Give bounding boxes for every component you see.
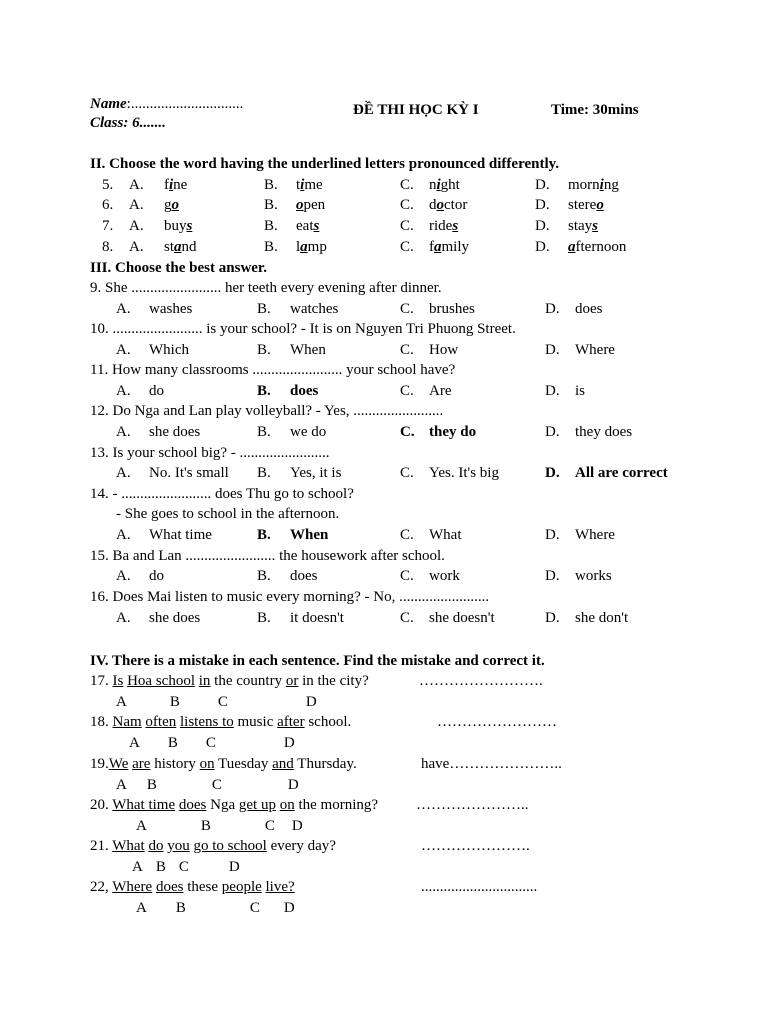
option-letter: C. — [400, 342, 414, 358]
word-part: ng — [603, 177, 619, 193]
word-part: nd — [181, 239, 197, 255]
question-22-letters: A B C D — [136, 900, 295, 916]
word-part: a — [300, 239, 308, 255]
option-letter: D. — [535, 197, 550, 213]
question-19: 19.We are history on Tuesday and Thursday. — [90, 756, 357, 772]
option-letter: A. — [129, 197, 144, 213]
row-number: 7. — [102, 218, 114, 234]
word-part: s — [592, 218, 599, 234]
word-part: o — [296, 197, 304, 213]
row-number: 6. — [102, 197, 114, 213]
option-letter: A. — [116, 383, 131, 399]
row-number: 8. — [102, 239, 114, 255]
option-letter: A. — [116, 568, 131, 584]
word-part: stere — [568, 197, 597, 213]
question-11: 11. How many classrooms ........................ your school have? — [90, 362, 456, 378]
word-part: eat — [296, 218, 314, 234]
option-text: she does — [149, 610, 201, 626]
option-letter: A. — [129, 239, 144, 255]
word-part: a — [568, 239, 576, 255]
word-part: i — [436, 177, 441, 193]
word-part: o — [171, 197, 179, 213]
option-word — [164, 196, 179, 214]
option-text: Where — [575, 527, 615, 543]
option-word — [568, 217, 598, 235]
option-text: works — [575, 568, 612, 584]
option-letter: A. — [129, 218, 144, 234]
word-part: n — [429, 177, 437, 193]
option-text: washes — [149, 301, 193, 317]
option-text: does — [575, 301, 603, 317]
question-12: 12. Do Nga and Lan play volleyball? - Yes, ........................ — [90, 403, 444, 419]
word-part: t — [296, 177, 301, 193]
exam-title: ĐỀ THI HỌC KỲ I — [353, 102, 479, 118]
option-letter: A. — [116, 301, 131, 317]
option-text: does — [290, 383, 319, 399]
option-text: is — [575, 383, 586, 399]
option-letter: B. — [257, 424, 271, 440]
word-part: ne — [173, 177, 188, 193]
word-part: o — [596, 197, 604, 213]
question-22: 22, Where does these people live? — [90, 879, 295, 895]
option-text: watches — [290, 301, 339, 317]
option-word — [429, 217, 458, 235]
option-text: What time — [149, 527, 212, 543]
word-part: i — [169, 177, 174, 193]
question-17: 17. Is Hoa school in the country or in the city? — [90, 673, 369, 689]
question-20-answer: ………………….. — [416, 797, 529, 813]
option-word — [164, 238, 197, 256]
word-part: o — [436, 197, 444, 213]
option-letter: B. — [257, 527, 271, 543]
option-text: she don't — [575, 610, 629, 626]
option-text: does — [290, 568, 318, 584]
option-text: they do — [429, 424, 477, 440]
option-letter: B. — [257, 465, 271, 481]
question-13: 13. Is your school big? - ........................ — [90, 445, 330, 461]
word-part: l — [296, 239, 301, 255]
option-word — [429, 238, 469, 256]
option-letter: B. — [264, 197, 278, 213]
option-letter: C. — [400, 465, 414, 481]
word-part: f — [164, 177, 169, 193]
option-letter: C. — [400, 424, 415, 440]
option-letter: C. — [400, 610, 414, 626]
word-part: i — [300, 177, 305, 193]
option-text: Which — [149, 342, 189, 358]
class-label: Class: 6....... — [90, 115, 166, 131]
option-letter: D. — [545, 342, 560, 358]
word-part: buy — [164, 218, 187, 234]
option-text: she doesn't — [429, 610, 495, 626]
option-letter: D. — [545, 424, 560, 440]
option-letter: D. — [545, 568, 560, 584]
question-22-answer: ............................... — [421, 879, 538, 895]
word-part: me — [304, 177, 323, 193]
option-word — [164, 176, 187, 194]
option-text: What — [429, 527, 462, 543]
option-letter: A. — [116, 465, 131, 481]
option-letter: B. — [264, 239, 278, 255]
option-word — [296, 196, 325, 214]
option-text: brushes — [429, 301, 475, 317]
option-letter: D. — [545, 610, 560, 626]
option-letter: C. — [400, 197, 414, 213]
option-text: it doesn't — [290, 610, 344, 626]
question-21: 21. What do you go to school every day? — [90, 838, 336, 854]
option-letter: D. — [545, 383, 560, 399]
question-9: 9. She ........................ her teeth every evening after dinner. — [90, 280, 442, 296]
option-letter: C. — [400, 218, 414, 234]
word-part: pen — [303, 197, 326, 213]
word-part: i — [599, 177, 604, 193]
question-16: 16. Does Mai listen to music every morning? - No, ........................ — [90, 589, 490, 605]
option-text: All are correct — [575, 465, 668, 481]
option-letter: C. — [400, 527, 414, 543]
option-word — [296, 217, 319, 235]
option-letter: D. — [545, 527, 560, 543]
name-dots: :.............................. — [126, 96, 244, 112]
name-line — [90, 95, 243, 113]
question-14: 14. - ........................ does Thu go to school? — [90, 486, 354, 502]
option-text: work — [429, 568, 460, 584]
option-text: How — [429, 342, 459, 358]
question-18-answer: …………………… — [437, 714, 557, 730]
option-word — [429, 176, 460, 194]
option-letter: B. — [257, 568, 271, 584]
option-letter: B. — [264, 177, 278, 193]
option-text: Yes. It's big — [429, 465, 499, 481]
question-19-answer: have………………….. — [421, 756, 562, 772]
name-label: Name — [90, 96, 127, 112]
option-letter: D. — [545, 301, 560, 317]
option-text: Are — [429, 383, 452, 399]
option-word — [296, 238, 327, 256]
option-word — [568, 176, 619, 194]
question-17-letters: A B C D — [116, 694, 317, 710]
question-20-letters: A B C D — [136, 818, 303, 834]
word-part: f — [429, 239, 434, 255]
word-part: mp — [307, 239, 327, 255]
option-text: she does — [149, 424, 201, 440]
option-letter: B. — [257, 610, 271, 626]
question-20: 20. What time does Nga get up on the morning? — [90, 797, 379, 813]
word-part: a — [174, 239, 182, 255]
option-letter: D. — [545, 465, 560, 481]
option-text: When — [290, 342, 326, 358]
option-text: Where — [575, 342, 615, 358]
question-15: 15. Ba and Lan ........................ the housework after school. — [90, 548, 445, 564]
option-letter: B. — [264, 218, 278, 234]
exam-time: Time: 30mins — [551, 102, 639, 118]
option-word — [296, 176, 323, 194]
option-letter: D. — [535, 218, 550, 234]
question-10: 10. ........................ is your school? - It is on Nguyen Tri Phuong Street. — [90, 321, 516, 337]
option-letter: A. — [116, 424, 131, 440]
option-letter: A. — [116, 342, 131, 358]
question-21-answer: …………………. — [421, 838, 530, 854]
word-part: ride — [429, 218, 453, 234]
option-letter: D. — [535, 239, 550, 255]
option-word — [429, 196, 467, 214]
option-text: When — [290, 527, 329, 543]
word-part: ctor — [444, 197, 468, 213]
question-17-answer: ……………………. — [419, 673, 543, 689]
word-part: mily — [441, 239, 470, 255]
question-21-letters: A B C D — [132, 859, 240, 875]
option-letter: D. — [535, 177, 550, 193]
word-part: st — [164, 239, 175, 255]
option-letter: A. — [116, 610, 131, 626]
word-part: s — [452, 218, 459, 234]
question-18-letters: A B C D — [129, 735, 295, 751]
word-part: s — [186, 218, 193, 234]
word-part: s — [313, 218, 320, 234]
option-letter: C. — [400, 568, 414, 584]
section2-heading: II. Choose the word having the underlined letters pronounced differently. — [90, 156, 560, 172]
word-part: ght — [440, 177, 460, 193]
option-letter: B. — [257, 342, 271, 358]
option-word — [164, 217, 192, 235]
option-letter: C. — [400, 301, 414, 317]
option-text: Yes, it is — [290, 465, 342, 481]
option-letter: A. — [129, 177, 144, 193]
option-text: we do — [290, 424, 327, 440]
option-text: do — [149, 383, 164, 399]
section4-heading: IV. There is a mistake in each sentence. Find the mistake and correct it. — [90, 653, 545, 669]
word-part: fternoon — [575, 239, 627, 255]
option-word — [568, 238, 626, 256]
section3-heading: III. Choose the best answer. — [90, 260, 267, 276]
question-18: 18. Nam often listens to music after school. — [90, 714, 352, 730]
option-text: No. It's small — [149, 465, 229, 481]
word-part: d — [429, 197, 437, 213]
question-14-answer-line: - She goes to school in the afternoon. — [116, 506, 340, 522]
option-letter: B. — [257, 383, 271, 399]
option-letter: C. — [400, 383, 414, 399]
option-text: they does — [575, 424, 633, 440]
word-part: morn — [568, 177, 600, 193]
word-part: a — [434, 239, 442, 255]
option-word — [568, 196, 604, 214]
option-letter: B. — [257, 301, 271, 317]
question-19-letters: A B C D — [116, 777, 299, 793]
word-part: stay — [568, 218, 593, 234]
word-part: g — [164, 197, 172, 213]
option-letter: C. — [400, 239, 414, 255]
option-letter: C. — [400, 177, 414, 193]
row-number: 5. — [102, 177, 114, 193]
option-text: do — [149, 568, 164, 584]
option-letter: A. — [116, 527, 131, 543]
